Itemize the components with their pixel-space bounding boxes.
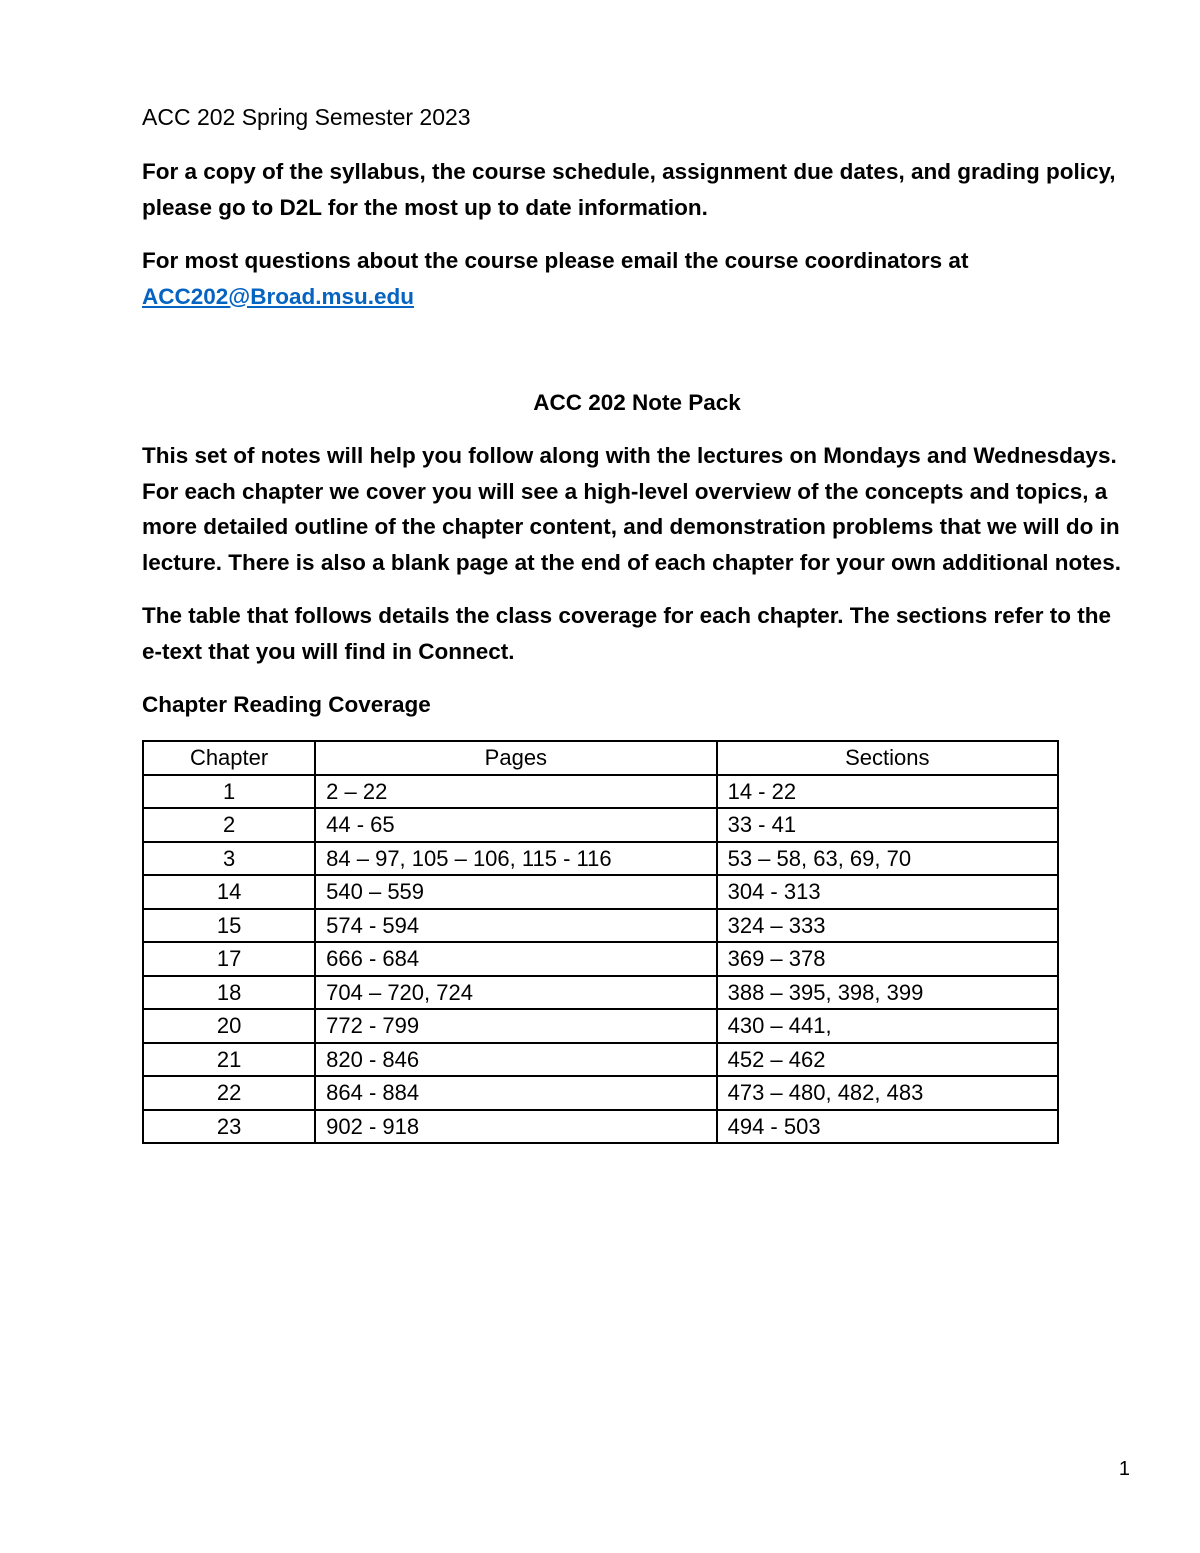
document-page	[142, 98, 1132, 1144]
pages-cell: 540 – 559	[315, 875, 716, 909]
sections-cell: 33 - 41	[717, 808, 1058, 842]
course-title: ACC 202 Spring Semester 2023	[142, 104, 471, 130]
chapter-cell: 2	[143, 808, 315, 842]
sections-cell: 494 - 503	[717, 1110, 1058, 1144]
column-header-chapter: Chapter	[143, 741, 315, 775]
pages-cell: 820 - 846	[315, 1043, 716, 1077]
sections-cell: 53 – 58, 63, 69, 70	[717, 842, 1058, 876]
coordinator-email-link[interactable]: ACC202@Broad.msu.edu	[142, 283, 414, 309]
sections-cell: 473 – 480, 482, 483	[717, 1076, 1058, 1110]
chapter-coverage-table	[142, 740, 1059, 1144]
table-row	[143, 1009, 1058, 1043]
chapter-cell: 14	[143, 875, 315, 909]
chapter-cell: 18	[143, 976, 315, 1010]
pages-cell: 44 - 65	[315, 808, 716, 842]
table-row	[143, 842, 1058, 876]
table-row	[143, 1043, 1058, 1077]
sections-cell: 14 - 22	[717, 775, 1058, 809]
sections-cell: 304 - 313	[717, 875, 1058, 909]
table-row	[143, 775, 1058, 809]
pages-cell: 666 - 684	[315, 942, 716, 976]
pages-cell: 574 - 594	[315, 909, 716, 943]
column-header-pages: Pages	[315, 741, 716, 775]
table-intro-paragraph: The table that follows details the class coverage for each chapter. The sections refer to the e-text that you will find in Connect.	[142, 603, 1112, 664]
table-row	[143, 909, 1058, 943]
pages-cell: 902 - 918	[315, 1110, 716, 1144]
chapter-cell: 21	[143, 1043, 315, 1077]
table-header-row	[143, 741, 1058, 775]
table-row	[143, 1110, 1058, 1144]
chapter-cell: 23	[143, 1110, 315, 1144]
page-number: 1	[1118, 1458, 1130, 1480]
sections-cell: 369 – 378	[717, 942, 1058, 976]
sections-cell: 324 – 333	[717, 909, 1058, 943]
chapter-cell: 17	[143, 942, 315, 976]
chapter-cell: 1	[143, 775, 315, 809]
chapter-cell: 3	[143, 842, 315, 876]
table-row	[143, 808, 1058, 842]
syllabus-paragraph: For a copy of the syllabus, the course schedule, assignment due dates, and grading policy, please go to D2L for the most up to date information.	[142, 159, 1116, 220]
chapter-cell: 22	[143, 1076, 315, 1110]
chapter-cell: 15	[143, 909, 315, 943]
note-pack-title: ACC 202 Note Pack	[533, 390, 741, 415]
table-row	[143, 976, 1058, 1010]
table-row	[143, 875, 1058, 909]
pages-cell: 772 - 799	[315, 1009, 716, 1043]
questions-paragraph	[142, 243, 1132, 314]
pages-cell: 84 – 97, 105 – 106, 115 - 116	[315, 842, 716, 876]
pages-cell: 704 – 720, 724	[315, 976, 716, 1010]
sections-cell: 452 – 462	[717, 1043, 1058, 1077]
pages-cell: 864 - 884	[315, 1076, 716, 1110]
column-header-sections: Sections	[717, 741, 1058, 775]
questions-text: For most questions about the course please email the course coordinators at	[142, 248, 969, 273]
sections-cell: 430 – 441,	[717, 1009, 1058, 1043]
sections-cell: 388 – 395, 398, 399	[717, 976, 1058, 1010]
coverage-heading: Chapter Reading Coverage	[142, 692, 431, 717]
table-row	[143, 1076, 1058, 1110]
chapter-cell: 20	[143, 1009, 315, 1043]
pages-cell: 2 – 22	[315, 775, 716, 809]
table-row	[143, 942, 1058, 976]
note-pack-description: This set of notes will help you follow along with the lectures on Mondays and Wednesdays. For each chapter we cover you will see a high-level overview of the concepts and topics, a more detailed outline of the chapter content, and demonstration problems that we will do in lecture. There is also a blank page at the end of each chapter for your own additional notes.	[142, 443, 1121, 575]
